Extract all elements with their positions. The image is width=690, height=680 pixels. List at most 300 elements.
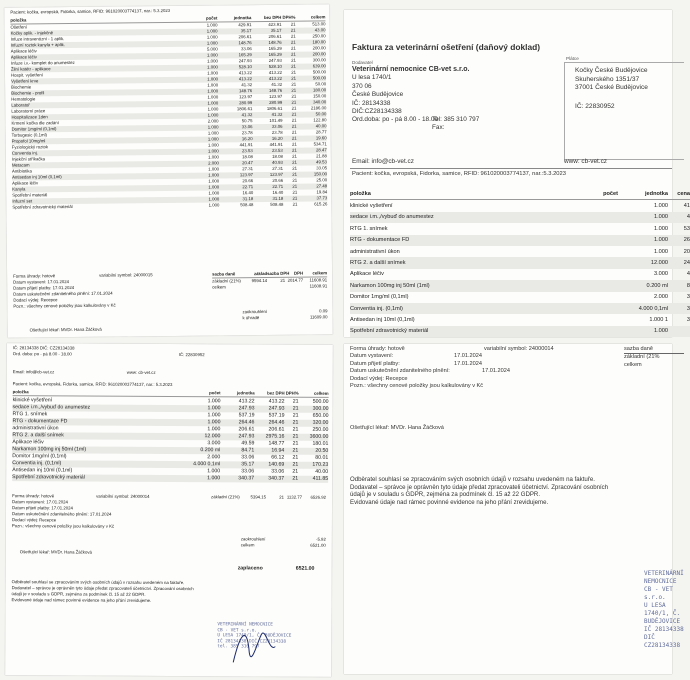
table-cell-t: 40.00: [315, 468, 329, 475]
table-cell-name: Narkamon 100mg inj 50ml (1ml): [12, 446, 87, 453]
items-table: [350, 188, 690, 337]
rounding-value: 0.09: [319, 308, 328, 314]
paid-label: zaplaceno: [237, 565, 263, 572]
to-pay-label: k úhradě: [242, 315, 260, 321]
delivery: Dodací výdej: Recepce: [13, 297, 58, 303]
col-header-unit: jednotka: [644, 190, 668, 197]
issue-date: Datum vystavení: 17.01.2024: [12, 499, 68, 505]
table-cell-v: 21: [292, 412, 299, 419]
vat-total-label: celkem: [624, 361, 642, 368]
table-cell-q: 2.000: [208, 160, 219, 166]
table-cell-v: 21: [291, 99, 297, 105]
payment-date: Datum přijetí platby: 17.01.2024: [11, 505, 73, 511]
table-row: [350, 303, 690, 314]
table-cell-t: 49.53: [316, 159, 327, 165]
table-cell-u: 33.06: [241, 124, 253, 130]
table-cell-t: 300.00: [312, 405, 329, 412]
col-header-qty: počet: [209, 390, 221, 396]
table-cell-p: 140.69: [268, 461, 285, 468]
table-cell-name: klinické vyšetření: [12, 397, 53, 404]
invoice-page-top-left: [4, 4, 332, 337]
table-cell-v: 21: [292, 475, 299, 482]
col-header-qty: počet: [205, 15, 218, 21]
table-cell-p: 508.48: [270, 201, 284, 207]
table-cell-name: Biochemie - profil: [11, 90, 45, 96]
table-cell-qty: 2.000: [654, 294, 668, 301]
table-cell-v: 21: [292, 165, 298, 171]
total-label: celkem: [212, 284, 226, 290]
col-header-net: bez DPH: [263, 14, 282, 20]
col-header-net: bez DPH: [267, 390, 285, 396]
table-cell-name: Conventia inj. (0,1ml): [12, 460, 62, 467]
table-cell-name: Spotřební zdravotnický materiál: [12, 474, 85, 481]
table-cell-qty: 1.000: [654, 203, 668, 210]
table-cell-name: Ošetření: [10, 24, 27, 30]
table-cell-q: 1.000: [207, 88, 219, 94]
table-cell-price: 26: [683, 237, 690, 244]
supplier-zip: 370 06: [352, 82, 372, 90]
gdpr-line: údajů je v souladu s GDPR, zejména za podmínek čl. 15 až 22 GDPR.: [350, 491, 541, 499]
table-cell-p: 528.10: [268, 63, 282, 69]
table-cell-t: 2186.00: [310, 105, 327, 111]
table-cell-v: 21: [292, 398, 299, 405]
table-cell-v: 21: [291, 123, 297, 129]
table-cell-t: 500.00: [312, 75, 327, 81]
table-cell-q: 1.000: [207, 412, 221, 419]
table-cell-u: 123.97: [239, 94, 253, 100]
table-cell-q: 1.000: [207, 112, 219, 118]
vat-rate-block: [624, 346, 684, 369]
table-row: [350, 246, 690, 257]
stamp-line: IČ 28134338 DIČ CZ28134338: [644, 626, 684, 649]
table-cell-name: Kanyla: [12, 186, 26, 192]
sum-label-vatrate: sazba DPH: [267, 270, 290, 276]
table-cell-u: 35.17: [240, 28, 252, 34]
table-cell-name: administrativní úkon: [350, 248, 400, 255]
table-cell-q: 1.000: [206, 22, 218, 28]
table-cell-qty: 1.000: [654, 248, 668, 255]
table-cell-t: 50.00: [315, 81, 327, 87]
table-cell-price: 4: [686, 271, 690, 278]
sum-vatrate: 21: [279, 494, 285, 500]
table-cell-name: Antibiotika: [11, 168, 32, 174]
col-header-price: cena: [677, 190, 690, 197]
table-cell-q: 1.000: [208, 184, 220, 190]
table-cell-u: 429.91: [238, 22, 252, 28]
table-cell-q: 0.200 ml: [200, 447, 221, 454]
table-cell-name: Injekční stříkačka: [11, 156, 46, 162]
table-cell-t: 500.00: [312, 69, 326, 75]
customer-ic: IČ: 22830952: [575, 102, 615, 110]
table-cell-t: 513.00: [312, 21, 326, 27]
table-cell-u: 123.97: [239, 172, 254, 178]
table-cell-name: Spotřební zdravotnický materiál: [12, 204, 73, 210]
table-cell-p: 22.71: [272, 183, 284, 189]
table-row: [350, 314, 690, 325]
table-cell-p: 148.77: [268, 440, 285, 447]
col-header-qty: počet: [603, 190, 618, 197]
table-cell-v: 21: [291, 87, 297, 93]
table-cell-t: 320.00: [312, 419, 329, 426]
sum-base: 5394.15: [250, 494, 267, 500]
table-cell-p: 33.06: [271, 468, 285, 475]
table-cell-p: 23.78: [271, 129, 283, 135]
invoice-page-bottom-left: [5, 343, 333, 677]
table-cell-v: 21: [290, 33, 296, 39]
table-cell-u: 280.99: [239, 100, 253, 106]
table-cell-p: 423.91: [268, 21, 282, 27]
customer-label: Plátce: [566, 56, 579, 61]
table-cell-t: 250.00: [312, 426, 329, 433]
sum-label-total: celkem: [312, 270, 328, 276]
table-cell-name: Aplikace léčiv: [12, 439, 44, 446]
table-cell-p: 264.46: [268, 419, 285, 426]
table-cell-p: 16.40: [272, 189, 284, 195]
table-cell-u: 165.29: [238, 52, 252, 58]
rounding-value: -5.92: [316, 536, 326, 542]
table-cell-v: 21: [291, 147, 297, 153]
table-cell-q: 1.000: [208, 190, 220, 196]
table-cell-price: 3: [686, 294, 690, 301]
table-cell-q: 1.000: [207, 124, 219, 130]
table-cell-u: 340.37: [238, 475, 255, 482]
table-cell-q: 1.000: [208, 148, 219, 154]
table-cell-name: Aplikace léčiv: [10, 48, 37, 54]
table-cell-name: Laboratorní práce: [11, 108, 46, 114]
table-cell-t: 43.00: [314, 27, 326, 33]
table-cell-q: 1.000: [207, 58, 218, 64]
table-cell-t: 19.60: [315, 135, 327, 141]
table-cell-v: 21: [292, 189, 298, 195]
sum-vat: 2014.77: [287, 277, 304, 283]
note: Pozn.: všechny cenové položky jsou kalkulovány v Kč: [11, 523, 115, 529]
table-cell-name: Spotřební materiál: [12, 192, 48, 198]
table-row: [350, 292, 690, 303]
table-cell-name: Kočky aplik. - injekčně: [10, 30, 54, 36]
table-cell-v: 21: [292, 419, 299, 426]
table-cell-p: 537.19: [268, 412, 285, 419]
table-cell-u: 413.22: [238, 76, 253, 82]
rounding-label: zaokrouhlení: [240, 536, 266, 542]
table-cell-t: 37.73: [316, 195, 328, 201]
table-cell-name: Antisedan inj 10ml (0,1ml): [12, 174, 62, 180]
vat-rate-label: sazba daně: [624, 346, 684, 354]
table-cell-t: 33.05: [316, 165, 328, 171]
table-cell-t: 639.00: [312, 63, 326, 69]
table-cell-v: 21: [290, 27, 296, 33]
table-cell-p: 23.53: [271, 147, 283, 153]
col-header-total: celkem: [310, 14, 326, 20]
table-cell-name: Aplikace léčiv: [350, 271, 384, 278]
vat-summary: [212, 270, 327, 290]
supplier-dic: DIČ:CZ28134338: [352, 108, 402, 116]
table-cell-u: 247.93: [238, 433, 255, 440]
table-cell-t: 40.00: [315, 123, 327, 129]
table-cell-q: 1.000: [207, 100, 219, 106]
table-cell-p: 165.29: [268, 45, 282, 51]
table-cell-v: 21: [292, 171, 298, 177]
table-cell-q: 1.000: [207, 76, 219, 82]
table-cell-name: Žilní katétr - aplikace: [10, 66, 51, 72]
rounding-label: zaokrouhlení: [242, 308, 268, 315]
supplier-ic: IČ: 28134338: [352, 99, 391, 107]
table-cell-v: 21: [292, 461, 299, 468]
table-cell-price: 3: [686, 316, 690, 323]
table-cell-u: 247.93: [238, 405, 255, 412]
table-cell-t: 150.00: [313, 171, 328, 177]
table-cell-p: 206.61: [268, 426, 285, 433]
stamp-line: VETERINÁRNÍ NEMOCNICE: [644, 570, 684, 585]
table-cell-u: 441.91: [239, 142, 253, 148]
table-cell-q: 2.000: [207, 118, 219, 124]
table-cell-q: 1.000: [208, 178, 220, 184]
customer-name: Kočky České Budějovice: [575, 67, 648, 74]
table-cell-name: Narkamon 100mg inj 50ml (1ml): [350, 282, 430, 289]
note: Pozn.: všechny cenové položky jsou kalkulovány v Kč: [13, 302, 116, 309]
taxable-date: Datum uskutečnění zdanitelného plnění: 17.01.2024: [13, 290, 113, 297]
table-cell-u: 1806.61: [236, 106, 253, 112]
table-cell-q: 1.000: [208, 196, 220, 202]
sum-total: 11608.91: [309, 277, 328, 283]
total-value: 11608.91: [309, 283, 328, 289]
table-cell-q: 4.000 0,1ml: [193, 461, 221, 468]
table-row: [350, 257, 690, 268]
table-cell-q: 1.000: [207, 130, 219, 136]
customer-box: [564, 62, 684, 160]
stamp-line: CB - VET s.r.o.: [217, 627, 258, 634]
sum-total: 6526.92: [310, 494, 327, 500]
signature-icon: [225, 622, 285, 670]
table-cell-v: 21: [290, 51, 296, 57]
table-row: [12, 474, 328, 483]
col-header-unit: jednotka: [233, 15, 252, 21]
table-cell-name: sedace i.m.,/vybuď do anumestez: [350, 214, 434, 221]
patient-line: Pacient: kočka, evropská, Fidorka, samice, RFID: 961020003774137, nar.: 5.3.2023: [10, 7, 171, 15]
payment-date: Datum přijetí platby: 17.01.2024: [13, 284, 75, 291]
table-cell-t: 250.00: [312, 33, 326, 39]
table-cell-name: Hematologie: [11, 96, 36, 102]
table-cell-u: 33.06: [240, 46, 252, 52]
customer-ic: IČ: 22830952: [178, 352, 205, 358]
table-cell-t: 650.00: [312, 412, 329, 419]
table-cell-q: 1.000: [206, 34, 218, 40]
supplier-fax: Fax:: [432, 124, 445, 132]
table-cell-u: 413.22: [238, 70, 253, 76]
table-cell-p: 340.37: [268, 475, 285, 482]
table-cell-p: 41.32: [271, 81, 283, 87]
table-cell-v: 21: [292, 183, 298, 189]
table-cell-p: 40.93: [272, 159, 283, 165]
paid-value: 6521.00: [295, 565, 315, 572]
table-cell-t: 80.01: [315, 454, 329, 461]
table-cell-t: 615.26: [314, 201, 328, 207]
col-header-vat: DPH%: [285, 390, 299, 396]
note: Pozn.: všechny cenové položky jsou kalkulovány v Kč: [350, 383, 484, 390]
taxable-label: Datum uskutečnění zdanitelného plnění:: [350, 368, 450, 375]
table-cell-name: Fyziologický roztok: [11, 144, 49, 150]
table-row: [350, 280, 690, 291]
stamp-line: CB - VET s.r.o.: [644, 586, 673, 601]
doctor: Ošetřující lékař: MVDr. Hana Žáčková: [350, 425, 444, 431]
table-cell-t: 180.01: [312, 440, 329, 447]
table-cell-name: Conventia inj. (0,1ml): [350, 305, 403, 312]
table-cell-q: 1.000: [207, 142, 219, 148]
table-cell-u: 31.18: [242, 196, 254, 202]
table-cell-u: 33.06: [241, 468, 255, 475]
sum-label-vat: DPH: [293, 270, 304, 276]
table-cell-name: Aplikace léčiv: [10, 54, 37, 60]
taxable-date: Datum uskutečnění zdanitelného plnění: 17.01.2024: [11, 511, 112, 517]
table-cell-name: Hospitalizace 1den: [11, 114, 48, 120]
table-cell-p: 413.22: [268, 75, 283, 81]
table-cell-u: 413.22: [238, 398, 255, 405]
table-cell-name: RTG 1. snímek: [350, 225, 388, 232]
table-cell-price: 24: [683, 260, 690, 267]
table-cell-p: 41.32: [271, 111, 283, 117]
col-header-item: položka: [10, 17, 27, 23]
variable-symbol: variabilní symbol: 24000014: [484, 346, 554, 352]
table-cell-p: 33.06: [271, 123, 283, 129]
doctor: Ošetřující lékař: MVDr. Hana Žáčková: [29, 326, 102, 333]
vat-rate-base: základní (21%: [624, 354, 660, 361]
supplier-email: Email: info@cb-vet.cz: [12, 369, 55, 375]
table-cell-u: 84.71: [241, 447, 255, 454]
supplier-email: Email: info@cb-vet.cz: [352, 158, 414, 165]
sum-vatrate: 21: [280, 277, 286, 283]
table-cell-v: 21: [292, 153, 297, 159]
table-cell-name: Biochemie: [11, 84, 32, 90]
table-cell-p: 206.61: [268, 33, 282, 39]
table-cell-p: 1806.61: [266, 105, 283, 111]
table-cell-qty: 1.000: [654, 214, 668, 221]
table-row: [350, 200, 690, 211]
table-cell-t: 180.00: [312, 39, 326, 45]
issue-label: Datum vystavení:: [350, 353, 394, 360]
table-cell-qty: 1.000: [654, 328, 668, 335]
table-cell-u: 33.06: [241, 454, 255, 461]
clinic-stamp: [644, 570, 684, 650]
table-cell-u: 16.40: [242, 190, 254, 196]
table-cell-name: Metacam: [11, 162, 30, 168]
table-cell-v: 21: [292, 201, 298, 207]
table-cell-v: 21: [292, 177, 298, 183]
table-cell-name: Antisedan inj 10ml (0,1ml): [12, 467, 73, 474]
table-cell-v: 21: [291, 141, 297, 147]
customer-street: Skuherského 1351/37: [575, 75, 640, 83]
table-cell-name: Vyšetření krve: [11, 78, 39, 84]
table-cell-v: 21: [292, 159, 297, 165]
table-cell-u: 27.31: [242, 166, 254, 172]
table-cell-p: 123.97: [269, 171, 284, 177]
table-cell-name: RTG 2. a další snímek: [350, 260, 406, 267]
table-cell-q: 1.000: [207, 106, 219, 112]
sum-label-base: základ: [253, 270, 268, 277]
table-cell-u: 537.19: [238, 412, 255, 419]
table-cell-v: 21: [291, 135, 297, 141]
table-cell-v: 21: [291, 117, 297, 123]
gdpr-line: Dodavatel – správce je oprávněn tyto údaje předat zpracovateli účetnictví. Zpracování osobních: [350, 483, 609, 491]
table-cell-name: Spotřební zdravotnický materiál: [350, 328, 429, 335]
patient-line: Pacient: kočka, evropská, Fidorka, samice, RFID: 961020003774137, nar.:5.3.2023: [352, 171, 566, 177]
table-cell-u: 264.46: [238, 419, 255, 426]
table-cell-q: 3.000: [207, 440, 221, 447]
supplier-street: U lesa 1740/1: [352, 74, 392, 82]
table-cell-q: 1.000: [207, 475, 221, 482]
table-cell-p: 101.49: [269, 117, 283, 123]
table-cell-v: 21: [290, 39, 296, 45]
supplier-city: České Budějovice: [352, 91, 404, 99]
gdpr-line: Evidované údaje nad rámec povinné evidence na jeho přání zrevidujeme.: [11, 597, 152, 603]
table-cell-t: 20.50: [315, 447, 329, 454]
stamp-line: IČ 28134338 DIČ CZ28134338: [217, 639, 287, 645]
table-cell-t: 3600.00: [309, 433, 329, 440]
table-cell-p: 165.29: [268, 51, 282, 57]
table-cell-p: 280.99: [269, 99, 283, 105]
sum-vat: 1132.77: [286, 494, 303, 500]
vat-summary: [211, 494, 326, 501]
divider: [350, 168, 672, 169]
supplier-web: www: cb-vet.cz: [564, 158, 607, 165]
table-cell-name: Infuze intravenózní - 1 aplik.: [10, 36, 65, 42]
table-row: [350, 326, 690, 337]
table-cell-price: 4: [686, 214, 690, 221]
to-pay-value: 11609.00: [309, 314, 328, 320]
table-cell-u: 41.32: [241, 112, 253, 118]
supplier-phone: Tel: 385 310 797: [432, 116, 480, 123]
table-cell-q: 1.000: [207, 419, 221, 426]
table-cell-u: 206.61: [238, 426, 255, 433]
table-cell-v: 21: [292, 426, 299, 433]
table-row: [350, 223, 690, 234]
table-cell-qty: 3.000: [654, 271, 668, 278]
table-cell-name: Infuze i.v.- komplet do anumestez: [10, 59, 75, 66]
gdpr-line: Evidované údaje nad rámec povinné evidence na jeho přání zrevidujeme.: [350, 498, 549, 506]
table-cell-q: 1.000: [207, 136, 219, 142]
table-cell-t: 19.84: [316, 189, 328, 195]
table-cell-u: 247.93: [238, 58, 252, 64]
table-cell-qty: 0.200 ml: [646, 282, 668, 289]
table-cell-t: 534.71: [313, 141, 327, 147]
table-cell-t: 28.77: [315, 129, 327, 135]
payment-date-label: Datum přijetí platby:: [350, 360, 400, 367]
table-cell-u: 41.32: [241, 82, 253, 88]
table-cell-qty: 1.000 1: [649, 316, 668, 323]
table-cell-t: 200.00: [312, 51, 326, 57]
table-cell-q: 5.000: [206, 46, 218, 52]
table-cell-name: RTG 1. snímek: [12, 411, 48, 418]
table-cell-t: 28.47: [315, 147, 327, 153]
table-cell-u: 18.08: [242, 154, 253, 160]
table-cell-t: 50.00: [315, 111, 327, 117]
items-header: [350, 188, 690, 200]
table-cell-p: 20.66: [272, 177, 284, 183]
table-cell-u: 23.53: [241, 148, 253, 154]
table-cell-u: 148.76: [238, 40, 252, 46]
table-row: [350, 235, 690, 246]
table-cell-q: 1.000: [207, 82, 219, 88]
table-cell-name: Domitor 1mg/ml (0,1ml): [350, 294, 409, 301]
table-cell-u: 20.66: [242, 178, 254, 184]
table-cell-q: 1.000: [207, 426, 221, 433]
table-cell-u: 35.17: [241, 461, 255, 468]
payment-form: Forma úhrady: hotově: [12, 493, 55, 499]
table-cell-t: 27.48: [316, 183, 328, 189]
table-cell-p: 16.20: [271, 135, 283, 141]
table-cell-p: 27.31: [272, 165, 284, 171]
table-cell-name: Conventia inj.: [11, 150, 38, 156]
table-cell-price: 41: [683, 203, 690, 210]
table-cell-p: 18.08: [272, 153, 283, 159]
